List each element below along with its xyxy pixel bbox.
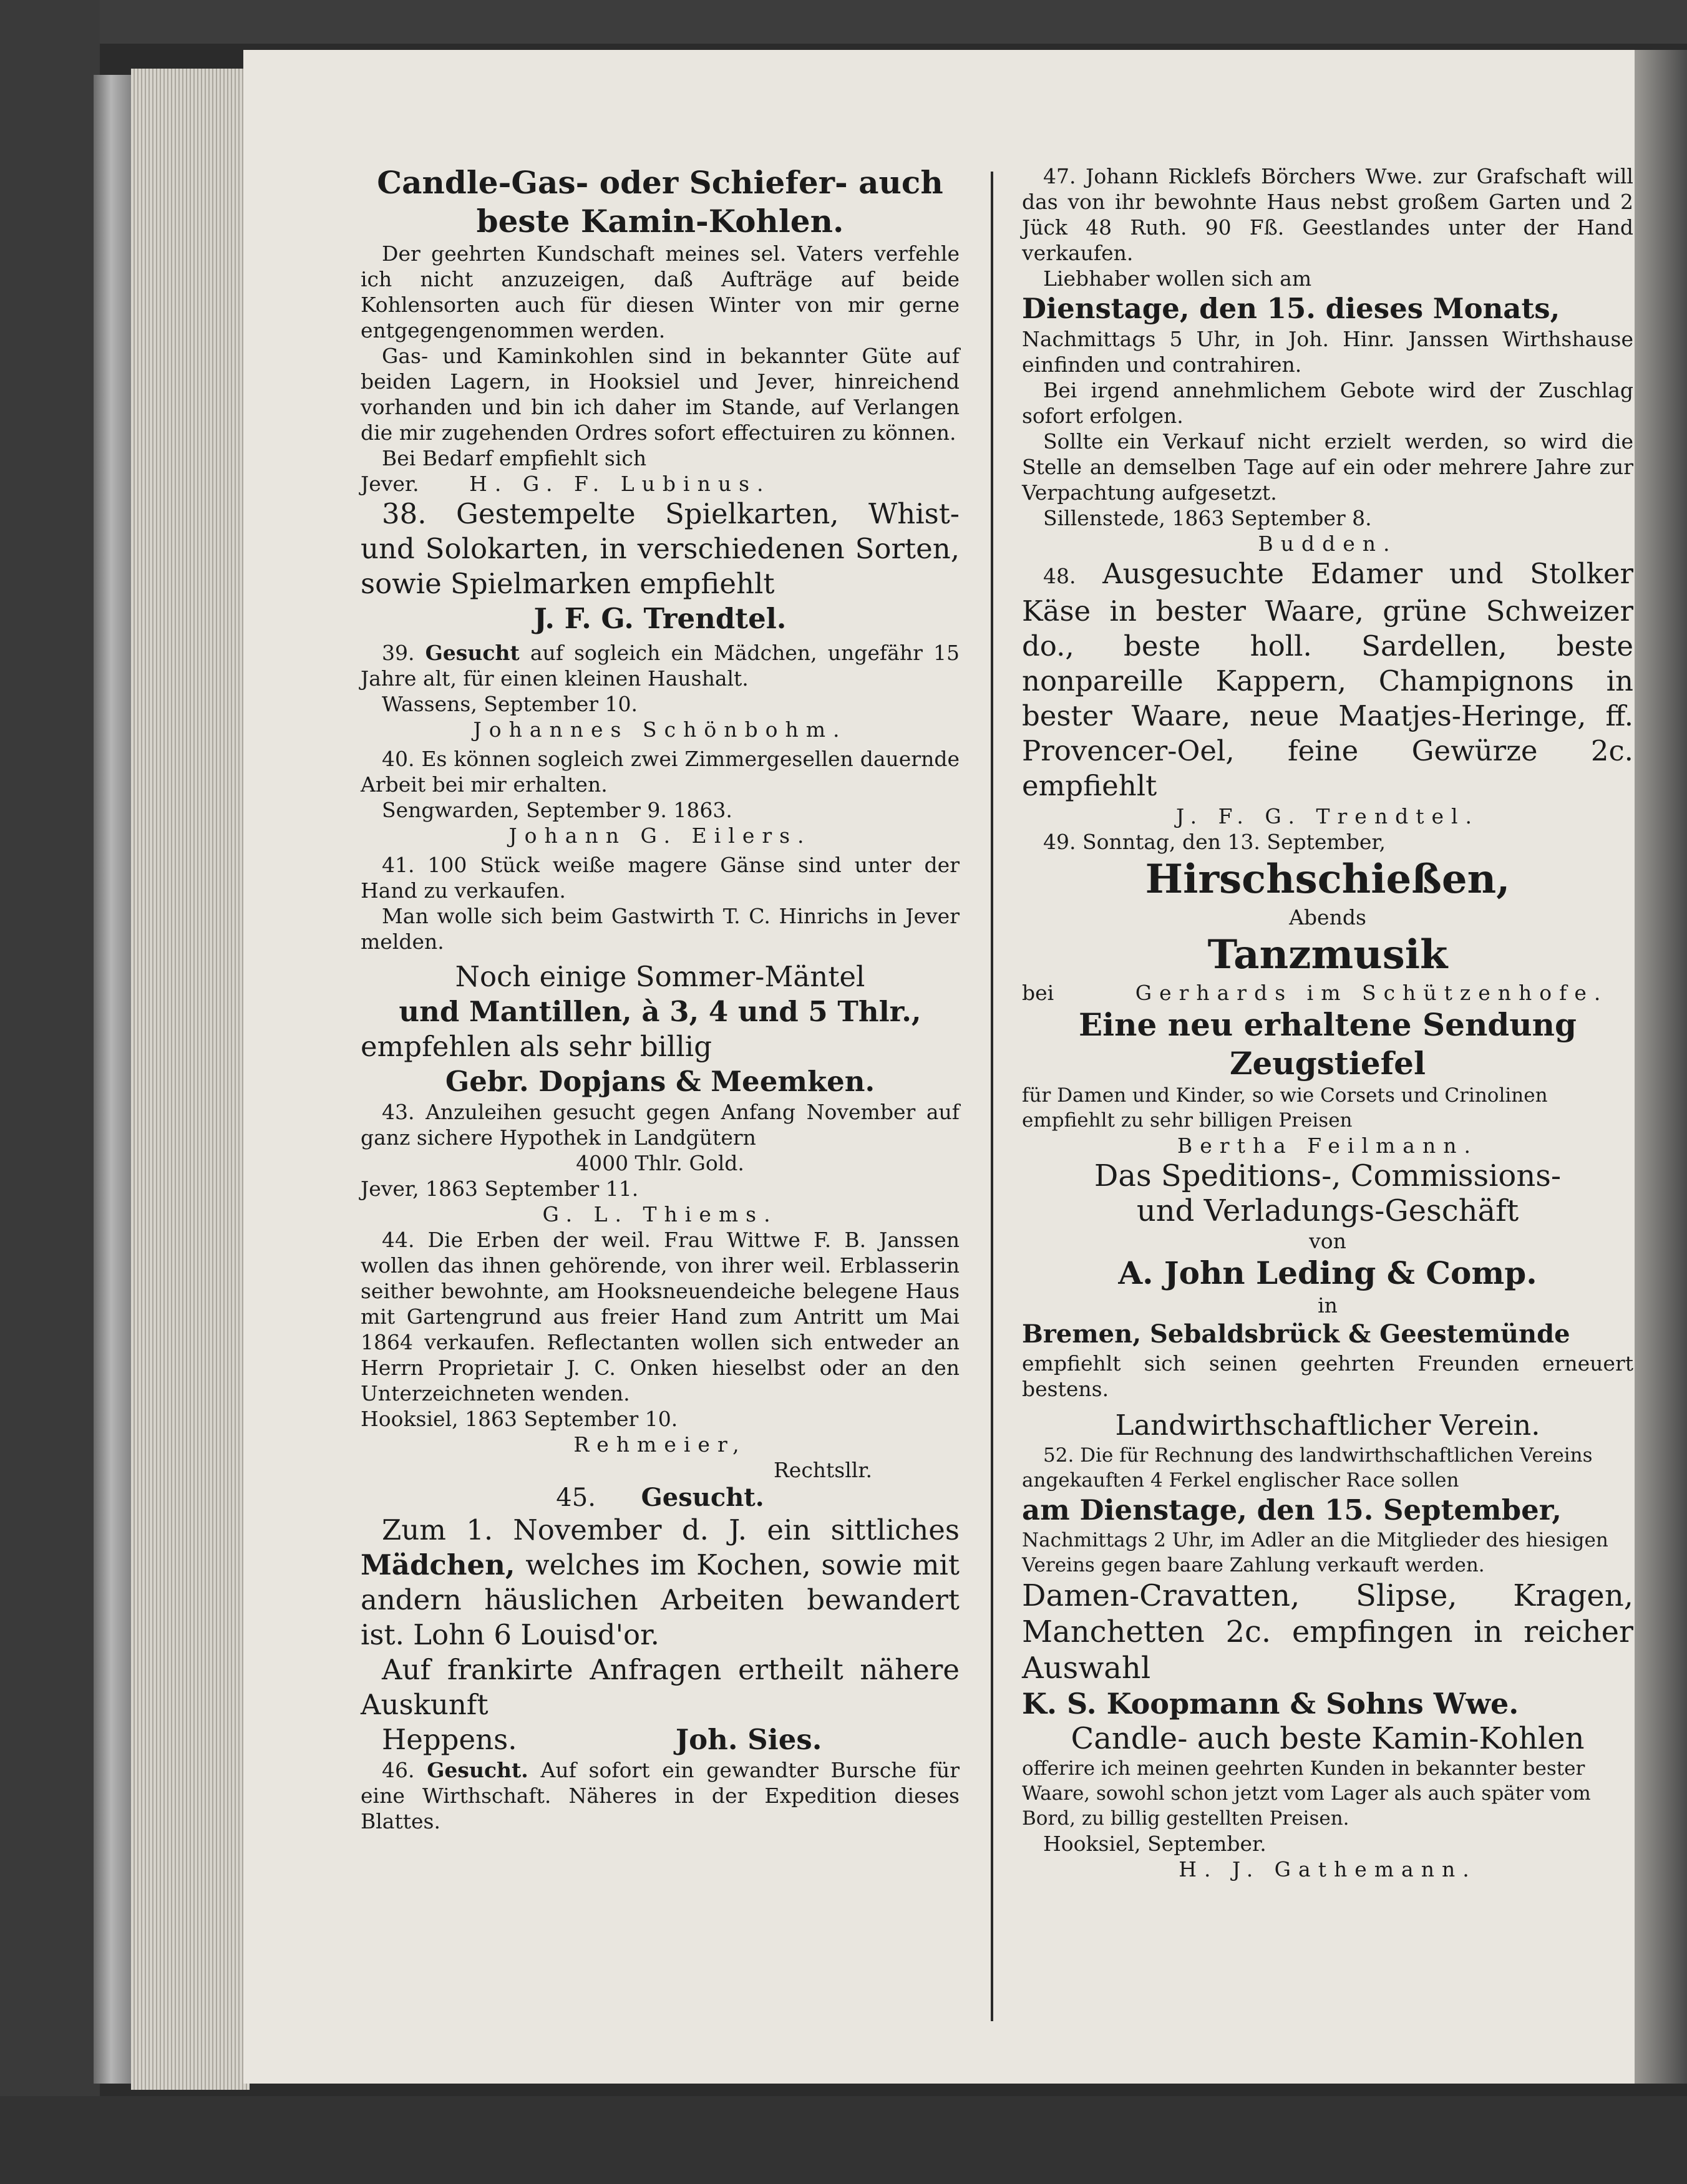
- ad-38-number: 38.: [382, 497, 427, 530]
- ad-39-bold: Gesucht: [425, 641, 520, 665]
- ad-51-in: in: [1318, 1293, 1338, 1318]
- ad-50-line1: Eine neu erhaltene Sendung: [1079, 1006, 1577, 1043]
- ad-54-title: Candle- auch beste Kamin-Kohlen: [1071, 1721, 1585, 1756]
- ad-46-number: 46.: [382, 1758, 415, 1782]
- ad-coal-title-1: Candle-Gas- oder Schiefer- auch: [377, 164, 943, 201]
- ad-47-text2: Liebhaber wollen sich am: [1043, 266, 1312, 291]
- ad-39-text: auf sogleich ein Mädchen, ungefähr 15 Jahre alt, für einen kleinen Haushalt.: [361, 641, 960, 691]
- ad-coal-p2: Gas- und Kaminkohlen sind in bekannter Güte auf beiden Lagern, in Hooksiel und Jever, hinreichend vorhanden und bin ich daher im Stande, auf Verlangen die mir zugehenden Ordres sofort effectuiren zu können.: [361, 344, 960, 445]
- ad-38-signer: J. F. G. Trendtel.: [533, 602, 787, 635]
- ad-54-date: Hooksiel, September.: [1043, 1832, 1266, 1856]
- ad-coal-p1: Der geehrten Kundschaft meines sel. Vaters verfehle ich nicht anzuzeigen, daß Aufträge auf beide Kohlensorten auch für diesen Winter von mir gerne entgegengenommen werden.: [361, 241, 960, 342]
- ad-46: [361, 1757, 960, 1834]
- ad-47-number: 47.: [1043, 164, 1076, 188]
- ad-41-text2: Man wolle sich beim Gastwirth T. C. Hinrichs in Jever melden.: [361, 904, 960, 954]
- ad-44-date: Hooksiel, 1863 September 10.: [361, 1407, 678, 1431]
- ad-43-date: Jever, 1863 September 11.: [361, 1177, 639, 1201]
- ad-42-line3: empfehlen als sehr billig: [361, 1030, 712, 1063]
- ad-49-title2: Tanzmusik: [1207, 931, 1448, 978]
- ad-39-number: 39.: [382, 641, 415, 665]
- left-column: [361, 163, 960, 1834]
- ad-43-text: Anzuleihen gesucht gegen Anfang November auf ganz sichere Hypothek in Landgütern: [361, 1100, 960, 1150]
- ad-45-text-c: Auf frankirte Anfragen ertheilt nähere Auskunft: [361, 1653, 960, 1721]
- ad-45-sign-line: [361, 1722, 960, 1757]
- background-top: [0, 0, 1687, 44]
- ad-49-abends: Abends: [1289, 905, 1366, 929]
- ad-47: [1022, 163, 1633, 266]
- ad-50-line2: Zeugstiefel: [1230, 1045, 1426, 1082]
- ad-52-heading: Landwirthschaftlicher Verein.: [1115, 1409, 1540, 1442]
- ad-51-places: Bremen, Sebaldsbrück & Geestemünde: [1022, 1319, 1570, 1349]
- ad-45-heading: Gesucht.: [641, 1483, 764, 1512]
- ad-38-text: Gestempelte Spielkarten, Whist- und Solokarten, in verschiedenen Sorten, sowie Spielmarken empfiehlt: [361, 497, 960, 600]
- ad-47-big: Dienstage, den 15. dieses Monats,: [1022, 292, 1560, 325]
- ad-45-heading-line: [361, 1483, 960, 1513]
- ad-coal-p3: Bei Bedarf empfiehlt sich: [382, 446, 647, 470]
- ad-52-number: 52.: [1043, 1444, 1074, 1467]
- ad-52-big: am Dienstage, den 15. September,: [1022, 1493, 1562, 1526]
- ad-46-bold: Gesucht.: [427, 1758, 528, 1782]
- ad-49-date: Sonntag, den 13. September,: [1082, 830, 1386, 854]
- ad-49-bei: bei: [1022, 981, 1054, 1005]
- ad-51-von: von: [1309, 1229, 1346, 1253]
- ad-40-number: 40.: [382, 747, 415, 771]
- ad-49-place: Gerhards im Schützenhofe.: [1135, 981, 1608, 1005]
- ad-coal-signer: H. G. F. Lubinus.: [469, 472, 771, 496]
- ad-47-text3: Nachmittags 5 Uhr, in Joh. Hinr. Janssen Wirthshause einfinden und contrahiren.: [1022, 327, 1633, 377]
- ad-41-text: 100 Stück weiße magere Gänse sind unter der Hand zu verkaufen.: [361, 853, 960, 903]
- ad-42-signer: Gebr. Dopjans & Meemken.: [445, 1065, 875, 1098]
- ad-52-text2: Nachmittags 2 Uhr, im Adler an die Mitglieder des hiesigen Vereins gegen baare Zahlung verkauft werden.: [1022, 1529, 1608, 1576]
- ad-49-title: Hirschschießen,: [1145, 856, 1510, 903]
- ad-48-number: 48.: [1043, 564, 1076, 588]
- ad-44-number: 44.: [382, 1228, 415, 1252]
- ad-43: [361, 1099, 960, 1150]
- ad-50-signer: Bertha Feilmann.: [1177, 1133, 1478, 1158]
- ad-41: [361, 852, 960, 903]
- ad-45-signer: Joh. Sies.: [675, 1723, 822, 1756]
- ad-46-text: Auf sofort ein gewandter Bursche für eine Wirthschaft. Näheres in der Expedition dieses Blattes.: [361, 1758, 960, 1833]
- ad-51-line2: und Verladungs-Geschäft: [1136, 1193, 1519, 1228]
- ad-50-text: für Damen und Kinder, so wie Corsets und Crinolinen empfiehlt zu sehr billigen Preisen: [1022, 1084, 1548, 1132]
- ad-40-signer: Johann G. Eilers.: [508, 823, 812, 848]
- ad-44-signer-title: Rechtsllr.: [773, 1458, 872, 1482]
- ad-43-signer: G. L. Thiems.: [542, 1202, 778, 1226]
- ad-39-date: Wassens, September 10.: [382, 692, 638, 716]
- ad-coal-title-2: beste Kamin-Kohlen.: [476, 203, 844, 240]
- ad-43-amount: 4000 Thlr. Gold.: [576, 1151, 744, 1175]
- ad-52-text: Die für Rechnung des landwirthschaftlichen Vereins angekauften 4 Ferkel englischer Race sollen: [1022, 1444, 1593, 1492]
- ad-44: [361, 1227, 960, 1406]
- right-column: [1022, 163, 1633, 1882]
- ad-40-text: Es können sogleich zwei Zimmergesellen dauernde Arbeit bei mir erhalten.: [361, 747, 960, 797]
- ad-40-date: Sengwarden, September 9. 1863.: [382, 798, 732, 822]
- ad-51-text: empfiehlt sich seinen geehrten Freunden erneuert bestens.: [1022, 1351, 1633, 1401]
- ad-54-text: offerire ich meinen geehrten Kunden in bekannter bester Waare, sowohl schon jetzt vom Lager als auch später vom Bord, zu billig gestellten Preisen.: [1022, 1757, 1591, 1830]
- ad-coal-place: Jever.: [361, 472, 419, 496]
- ad-51-firm: A. John Leding & Comp.: [1118, 1255, 1537, 1291]
- ad-52: [1022, 1443, 1633, 1493]
- ad-39: [361, 640, 960, 691]
- background-bottom: [0, 2096, 1687, 2184]
- page-edges: [131, 69, 250, 2090]
- ad-53-line1: Damen-Cravatten, Slipse, Kragen, Manchetten 2c. empfingen in reicher Auswahl: [1022, 1578, 1633, 1686]
- ad-47-signer: Budden.: [1258, 531, 1398, 556]
- ad-41-number: 41.: [382, 853, 415, 877]
- ad-51-line1: Das Speditions-, Commissions-: [1094, 1158, 1562, 1193]
- page-shadow: [1635, 50, 1687, 2084]
- ad-49-dateline: [1022, 829, 1633, 855]
- ad-44-signer: Rehmeier,: [573, 1432, 747, 1457]
- ad-49-place-line: [1022, 980, 1633, 1006]
- ad-47-text4: Bei irgend annehmlichem Gebote wird der Zuschlag sofort erfolgen.: [1022, 378, 1633, 428]
- ad-42-line1: Noch einige Sommer-Mäntel: [455, 960, 865, 993]
- ad-45-text-b: welches im Kochen, sowie mit andern häuslichen Arbeiten bewandert ist. Lohn 6 Louisd'or.: [361, 1548, 960, 1651]
- ad-45-number: 45.: [556, 1483, 596, 1512]
- ad-45-body: [361, 1513, 960, 1653]
- ad-45-text-a: Zum 1. November d. J. ein sittliches: [382, 1513, 960, 1546]
- ad-47-text5: Sollte ein Verkauf nicht erzielt werden, so wird die Stelle an demselben Tage auf ein oder mehrere Jahre zur Verpachtung aufgesetzt.: [1022, 429, 1633, 505]
- ad-45-bold: Mädchen,: [361, 1548, 515, 1581]
- background-left: [0, 0, 100, 2184]
- ad-48-text: Ausgesuchte Edamer und Stolker Käse in bester Waare, grüne Schweizer do., beste holl. Sardellen, beste nonpareille Kappern, Champignons in bester Waare, neue Maatjes-Heringe, ff. Provencer-Oel, feine Gewürze 2c. empfiehlt: [1022, 557, 1633, 802]
- ad-54-signer: H. J. Gathemann.: [1179, 1857, 1477, 1881]
- ad-coal-sign-line: [361, 471, 960, 497]
- ad-38: [361, 497, 960, 601]
- ad-47-text: Johann Ricklefs Börchers Wwe. zur Grafschaft will das von ihr bewohnte Haus nebst großem Garten und 2 Jück 48 Ruth. 90 Fß. Geestlandes unter der Hand verkaufen.: [1022, 164, 1633, 265]
- ad-48: [1022, 556, 1633, 803]
- ad-42-line2: und Mantillen, à 3, 4 und 5 Thlr.,: [399, 995, 921, 1028]
- ad-44-text: Die Erben der weil. Frau Wittwe F. B. Janssen wollen das ihnen gehörende, von ihrer weil. Erblasserin seither bewohnte, am Hooksneuendeiche belegene Haus mit Gartengrund aus freier Hand zum Antritt um Mai 1864 verkaufen. Reflectanten wollen sich entweder an Herrn Proprietair J. C. Onken hieselbst oder an den Unterzeichneten wenden.: [361, 1228, 960, 1405]
- ad-45-place: Heppens.: [382, 1723, 517, 1756]
- ad-49-number: 49.: [1043, 830, 1076, 854]
- column-rule: [991, 172, 993, 2021]
- ad-43-number: 43.: [382, 1100, 415, 1124]
- ad-53-signer: K. S. Koopmann & Sohns Wwe.: [1022, 1687, 1519, 1721]
- ad-48-signer: J. F. G. Trendtel.: [1175, 804, 1480, 828]
- ad-39-signer: Johannes Schönbohm.: [473, 717, 847, 742]
- ad-40: [361, 746, 960, 797]
- ad-47-date: Sillenstede, 1863 September 8.: [1043, 506, 1372, 530]
